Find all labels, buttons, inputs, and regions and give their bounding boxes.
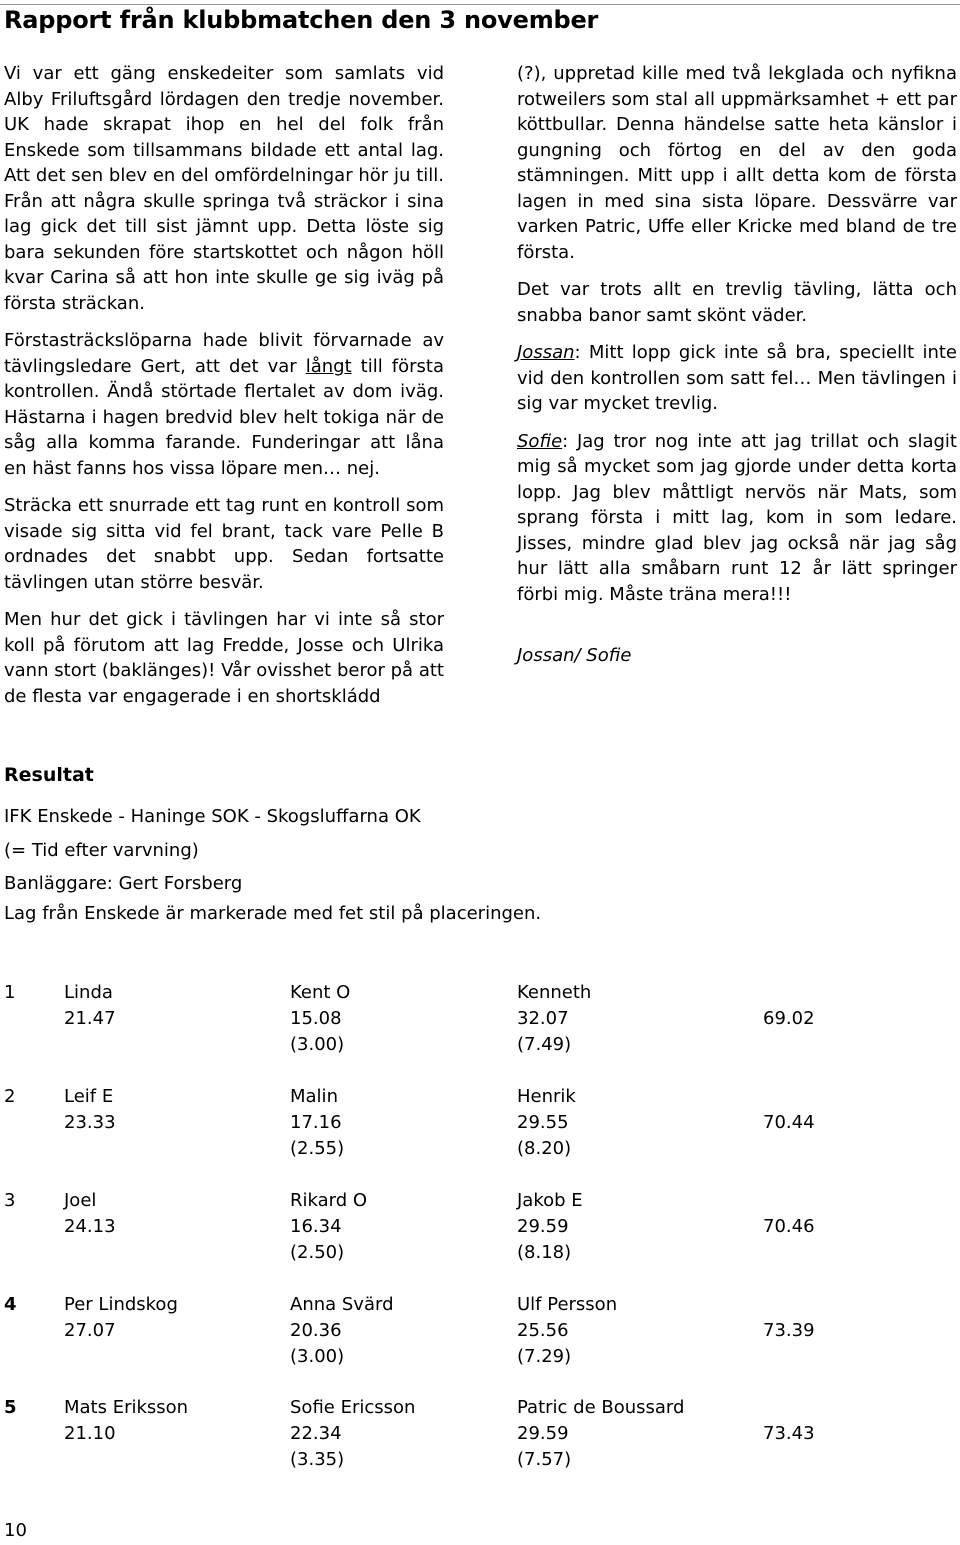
paragraph: Vi var ett gäng enskedeiter som samlats vid Alby Friluftsgård lördagen den tredje november. UK hade skrapat ihop en hel del folk från Enskede som tillsammans bildade ett antal lag. Att det sen blev en del omfördelningar hör ju till. Från att några skulle springa två sträckor i sina lag gick det till sist jämnt upp. Detta löste sig bara sekunden före startskottet och någon höll kvar Carina så att hon inte skulle ge sig iväg på första sträckan.	[4, 63, 444, 314]
leg3-split: (7.57)	[517, 1449, 572, 1470]
total-time: 73.43	[763, 1423, 815, 1444]
leg1-time: 23.33	[64, 1112, 116, 1133]
place-cell: 2	[4, 1086, 16, 1107]
total-time: 70.46	[763, 1216, 815, 1237]
leg2-name: Rikard O	[290, 1190, 368, 1211]
left-column	[4, 61, 444, 721]
text: : Mitt lopp gick inte så bra, speciellt inte vid den kontrollen som satt fel… Men tävlingen i sig var mycket trevlig.	[517, 342, 957, 414]
leg2-split: (2.55)	[290, 1138, 345, 1159]
leg2-time: 22.34	[290, 1423, 342, 1444]
total-time: 69.02	[763, 1008, 815, 1029]
leg2-time: 16.34	[290, 1216, 342, 1237]
leg2-split: (3.00)	[290, 1346, 345, 1367]
paragraph: (?), uppretad kille med två lekglada och nyfikna rotweilers som stal all uppmärksamhet + ett par köttbullar. Denna händelse satte heta känslor i gungning och förtog en del av den goda stämningen. Mitt upp i allt detta kom de första lagen in med sina sista löpare. Dessvärre var varken Patric, Uffe eller Kricke med bland de tre första.	[517, 63, 957, 263]
leg3-time: 32.07	[517, 1008, 569, 1029]
place-cell: 4	[4, 1294, 17, 1315]
leg3-name: Patric de Boussard	[517, 1397, 685, 1418]
underlined-word: långt	[305, 355, 352, 377]
leg3-name: Henrik	[517, 1086, 576, 1107]
leg2-time: 20.36	[290, 1320, 342, 1341]
place-cell: 1	[4, 982, 16, 1003]
leg3-split: (8.18)	[517, 1242, 572, 1263]
results-heading: Resultat	[4, 764, 94, 786]
legend-line: Lag från Enskede är markerade med fet stil på placeringen.	[4, 903, 542, 924]
leg1-time: 27.07	[64, 1320, 116, 1341]
leg3-time: 29.59	[517, 1216, 569, 1237]
leg1-time: 21.47	[64, 1008, 116, 1029]
leg3-name: Jakob E	[517, 1190, 583, 1211]
leg3-time: 29.55	[517, 1112, 569, 1133]
leg1-name: Joel	[64, 1190, 97, 1211]
course-setter-line: Banläggare: Gert Forsberg	[4, 873, 243, 894]
speaker-name: Sofie	[517, 430, 563, 452]
text: till första kontrollen. Ändå störtade flertalet av dom iväg. Hästarna i hagen bredvid blev helt tokiga när de såg alla komma farande. Funderingar att låna en häst fanns hos vissa löpare men… nej.	[4, 355, 444, 479]
text: Förstasträckslöparna hade blivit förvarnade av tävlingsledare Gert, att det var	[4, 330, 444, 377]
text: : Jag tror nog inte att jag trillat och slagit mig så mycket som jag gjorde under detta korta lopp. Jag blev måttligt nervös när Mats, som sprang första i mitt lag, kom in som ledare. Jisses, mindre glad blev jag också när jag såg hur lätt alla småbarn runt 12 år lätt springer förbi mig. Måste träna mera!!!	[517, 430, 957, 605]
leg2-split: (2.50)	[290, 1242, 345, 1263]
leg3-split: (8.20)	[517, 1138, 572, 1159]
leg1-name: Per Lindskog	[64, 1294, 178, 1315]
leg2-name: Malin	[290, 1086, 338, 1107]
leg3-split: (7.49)	[517, 1034, 572, 1055]
leg2-split: (3.00)	[290, 1034, 345, 1055]
place-cell: 5	[4, 1397, 17, 1418]
leg3-time: 25.56	[517, 1320, 569, 1341]
leg3-split: (7.29)	[517, 1346, 572, 1367]
leg2-time: 15.08	[290, 1008, 342, 1029]
signature: Jossan/ Sofie	[517, 645, 632, 666]
leg3-name: Kenneth	[517, 982, 592, 1003]
paragraph	[4, 328, 444, 481]
paragraph	[517, 429, 957, 608]
top-rule	[0, 4, 960, 5]
place-cell: 3	[4, 1190, 16, 1211]
clubs-line: IFK Enskede - Haninge SOK - Skogsluffarna OK	[4, 806, 421, 827]
page-title: Rapport från klubbmatchen den 3 november	[4, 6, 599, 34]
leg1-name: Linda	[64, 982, 113, 1003]
paragraph: Sträcka ett snurrade ett tag runt en kontroll som visade sig sitta vid fel brant, tack vare Pelle B ordnades det snabbt upp. Sedan fortsatte tävlingen utan större besvär.	[4, 495, 444, 593]
leg3-time: 29.59	[517, 1423, 569, 1444]
leg1-time: 21.10	[64, 1423, 116, 1444]
leg2-split: (3.35)	[290, 1449, 345, 1470]
paragraph: Men hur det gick i tävlingen har vi inte så stor koll på förutom att lag Fredde, Josse och Ulrika vann stort (baklänges)! Vår ovisshet beror på att de flesta var engagerade i en shortskládd	[4, 609, 444, 707]
leg1-time: 24.13	[64, 1216, 116, 1237]
speaker-name: Jossan	[517, 342, 575, 363]
total-time: 70.44	[763, 1112, 815, 1133]
leg1-name: Leif E	[64, 1086, 114, 1107]
page-number: 10	[4, 1520, 27, 1541]
leg3-name: Ulf Persson	[517, 1294, 618, 1315]
paragraph: Det var trots allt en trevlig tävling, lätta och snabba banor samt skönt väder.	[517, 279, 957, 326]
leg2-time: 17.16	[290, 1112, 342, 1133]
paragraph	[517, 340, 957, 417]
total-time: 73.39	[763, 1320, 815, 1341]
leg2-name: Sofie Ericsson	[290, 1397, 416, 1418]
leg2-name: Kent O	[290, 982, 351, 1003]
note-line: (= Tid efter varvning)	[4, 840, 199, 861]
leg1-name: Mats Eriksson	[64, 1397, 189, 1418]
right-column	[517, 61, 957, 681]
leg2-name: Anna Svärd	[290, 1294, 394, 1315]
